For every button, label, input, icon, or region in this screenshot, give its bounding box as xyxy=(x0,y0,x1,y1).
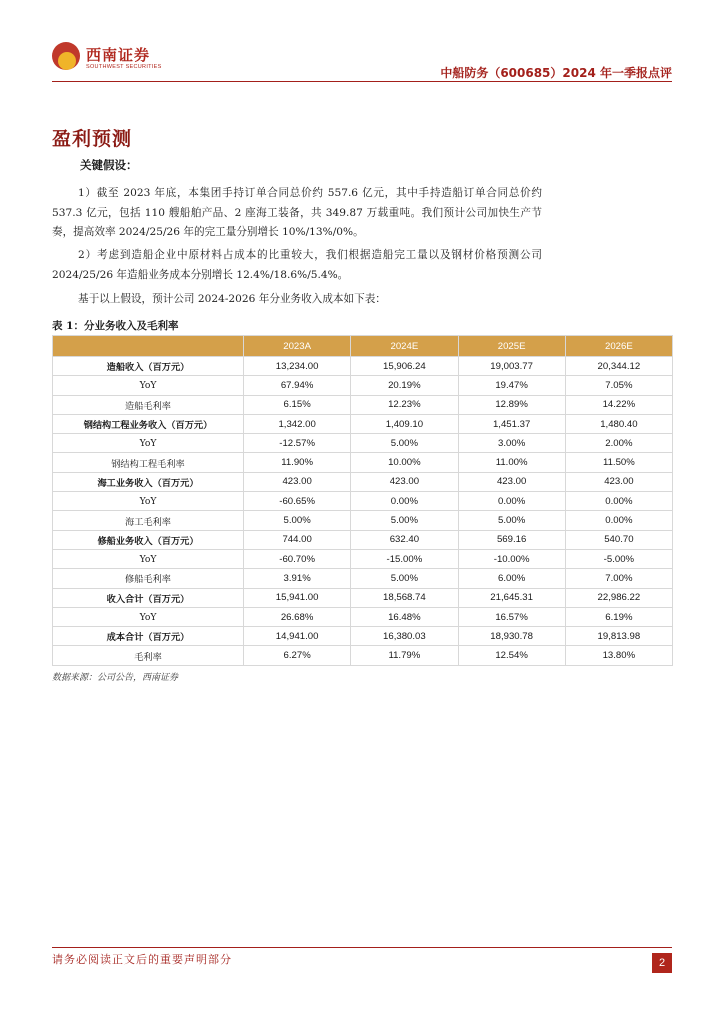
table-cell: 13.80% xyxy=(565,646,672,665)
row-label: 海工毛利率 xyxy=(53,511,244,530)
logo-name: 西南证券 xyxy=(86,46,151,64)
table-cell: 16,380.03 xyxy=(351,627,458,646)
table-cell: 5.00% xyxy=(458,511,565,530)
table-body xyxy=(53,357,673,666)
header-divider xyxy=(52,81,672,82)
row-label: YoY xyxy=(53,376,244,395)
row-label: YoY xyxy=(53,607,244,626)
table-row xyxy=(53,511,673,530)
table-row xyxy=(53,530,673,549)
paragraph-2-text: 2）考虑到造船企业中原材料占成本的比重较大，我们根据造船完工量以及钢材价格预测公司 2024/25/26 年造船业务成本分别增长 12.4%/18.6%/5.4%。 xyxy=(52,249,542,281)
table-cell: 632.40 xyxy=(351,530,458,549)
row-label: YoY xyxy=(53,492,244,511)
row-label: 毛利率 xyxy=(53,646,244,665)
table-cell: 0.00% xyxy=(351,492,458,511)
company-logo-icon xyxy=(52,42,80,70)
table-cell: 423.00 xyxy=(565,472,672,491)
report-title: 中船防务（600685）2024 年一季报点评 xyxy=(440,66,672,80)
table-cell: -10.00% xyxy=(458,549,565,568)
table-cell: 10.00% xyxy=(351,453,458,472)
paragraph-1 xyxy=(52,184,542,243)
paragraph-3 xyxy=(52,290,542,310)
table-cell: 7.05% xyxy=(565,376,672,395)
table-cell: 6.27% xyxy=(244,646,351,665)
table-cell: -60.70% xyxy=(244,549,351,568)
row-label: 造船毛利率 xyxy=(53,395,244,414)
paragraph-2 xyxy=(52,246,542,285)
table-row xyxy=(53,434,673,453)
table-row xyxy=(53,646,673,665)
table-cell: -60.65% xyxy=(244,492,351,511)
logo-subtitle: SOUTHWEST SECURITIES xyxy=(86,64,162,70)
row-label: 钢结构工程业务收入（百万元） xyxy=(53,414,244,433)
table-cell: 3.00% xyxy=(458,434,565,453)
table-row xyxy=(53,376,673,395)
table-cell: 22,986.22 xyxy=(565,588,672,607)
table-cell: 423.00 xyxy=(458,472,565,491)
header-cell: 2025E xyxy=(458,336,565,357)
table-row xyxy=(53,414,673,433)
table-row xyxy=(53,453,673,472)
row-label: 收入合计（百万元） xyxy=(53,588,244,607)
row-label: 钢结构工程毛利率 xyxy=(53,453,244,472)
paragraph-3-text: 基于以上假设，预计公司 2024-2026 年分业务收入成本如下表： xyxy=(78,293,386,305)
table-cell: 6.15% xyxy=(244,395,351,414)
row-label: YoY xyxy=(53,549,244,568)
table-cell: 6.00% xyxy=(458,569,565,588)
header-cell xyxy=(53,336,244,357)
row-label: 修船业务收入（百万元） xyxy=(53,530,244,549)
table-cell: 5.00% xyxy=(351,434,458,453)
key-assumptions-heading: 关键假设： xyxy=(80,158,138,172)
table-cell: 11.00% xyxy=(458,453,565,472)
table-cell: 26.68% xyxy=(244,607,351,626)
table-cell: -12.57% xyxy=(244,434,351,453)
table-cell: 423.00 xyxy=(351,472,458,491)
header-cell: 2024E xyxy=(351,336,458,357)
table-cell: 7.00% xyxy=(565,569,672,588)
table-cell: 14,941.00 xyxy=(244,627,351,646)
table-cell: 423.00 xyxy=(244,472,351,491)
table-cell: 5.00% xyxy=(244,511,351,530)
table-row xyxy=(53,588,673,607)
table-cell: 3.91% xyxy=(244,569,351,588)
table-cell: 20,344.12 xyxy=(565,357,672,376)
table-cell: 1,409.10 xyxy=(351,414,458,433)
table-cell: 1,342.00 xyxy=(244,414,351,433)
forecast-table xyxy=(52,335,673,666)
table-cell: 16.57% xyxy=(458,607,565,626)
disclaimer-text: 请务必阅读正文后的重要声明部分 xyxy=(52,953,232,966)
table-cell: 1,451.37 xyxy=(458,414,565,433)
table-row xyxy=(53,549,673,568)
table-row xyxy=(53,569,673,588)
table-row xyxy=(53,492,673,511)
table-cell: 2.00% xyxy=(565,434,672,453)
footer-divider xyxy=(52,947,672,948)
table-cell: 16.48% xyxy=(351,607,458,626)
table-cell: 15,906.24 xyxy=(351,357,458,376)
header-cell: 2026E xyxy=(565,336,672,357)
table-cell: 21,645.31 xyxy=(458,588,565,607)
table-cell: 18,568.74 xyxy=(351,588,458,607)
table-row xyxy=(53,357,673,376)
table-cell: 1,480.40 xyxy=(565,414,672,433)
data-source-note: 数据来源：公司公告，西南证券 xyxy=(52,673,179,683)
table-row xyxy=(53,395,673,414)
table-cell: 19.47% xyxy=(458,376,565,395)
table-cell: 11.50% xyxy=(565,453,672,472)
table-header-row xyxy=(53,336,673,357)
header-cell: 2023A xyxy=(244,336,351,357)
table-cell: 12.89% xyxy=(458,395,565,414)
table-cell: -15.00% xyxy=(351,549,458,568)
table-cell: 0.00% xyxy=(565,511,672,530)
table-cell: 540.70 xyxy=(565,530,672,549)
table-cell: 11.90% xyxy=(244,453,351,472)
table-cell: 744.00 xyxy=(244,530,351,549)
table-cell: 18,930.78 xyxy=(458,627,565,646)
row-label: YoY xyxy=(53,434,244,453)
table-cell: 13,234.00 xyxy=(244,357,351,376)
paragraph-1-text: 1）截至 2023 年底，本集团手持订单合同总价约 557.6 亿元，其中手持造船订单合同总价约 537.3 亿元，包括 110 艘船舶产品、2 座海工装备，共 349.87 万载重吨。我们预计公司加快生产节奏，提高效率 2024/25/26 年的完工量分别增长 10%/13%/0%。 xyxy=(52,187,542,238)
table-cell: -5.00% xyxy=(565,549,672,568)
table-cell: 0.00% xyxy=(458,492,565,511)
table-cell: 14.22% xyxy=(565,395,672,414)
row-label: 造船收入（百万元） xyxy=(53,357,244,376)
table-cell: 19,003.77 xyxy=(458,357,565,376)
table-row xyxy=(53,472,673,491)
table-caption: 表 1：分业务收入及毛利率 xyxy=(52,320,179,332)
table-row xyxy=(53,627,673,646)
row-label: 成本合计（百万元） xyxy=(53,627,244,646)
row-label: 修船毛利率 xyxy=(53,569,244,588)
table-cell: 67.94% xyxy=(244,376,351,395)
table-cell: 20.19% xyxy=(351,376,458,395)
table-cell: 11.79% xyxy=(351,646,458,665)
page-header xyxy=(52,40,672,82)
table-cell: 5.00% xyxy=(351,511,458,530)
table-cell: 6.19% xyxy=(565,607,672,626)
page-number: 2 xyxy=(652,953,672,973)
table-cell: 15,941.00 xyxy=(244,588,351,607)
table-cell: 12.54% xyxy=(458,646,565,665)
table-cell: 0.00% xyxy=(565,492,672,511)
table-cell: 12.23% xyxy=(351,395,458,414)
table-row xyxy=(53,607,673,626)
table-cell: 19,813.98 xyxy=(565,627,672,646)
section-title: 盈利预测 xyxy=(52,128,133,150)
row-label: 海工业务收入（百万元） xyxy=(53,472,244,491)
table-cell: 569.16 xyxy=(458,530,565,549)
table-cell: 5.00% xyxy=(351,569,458,588)
